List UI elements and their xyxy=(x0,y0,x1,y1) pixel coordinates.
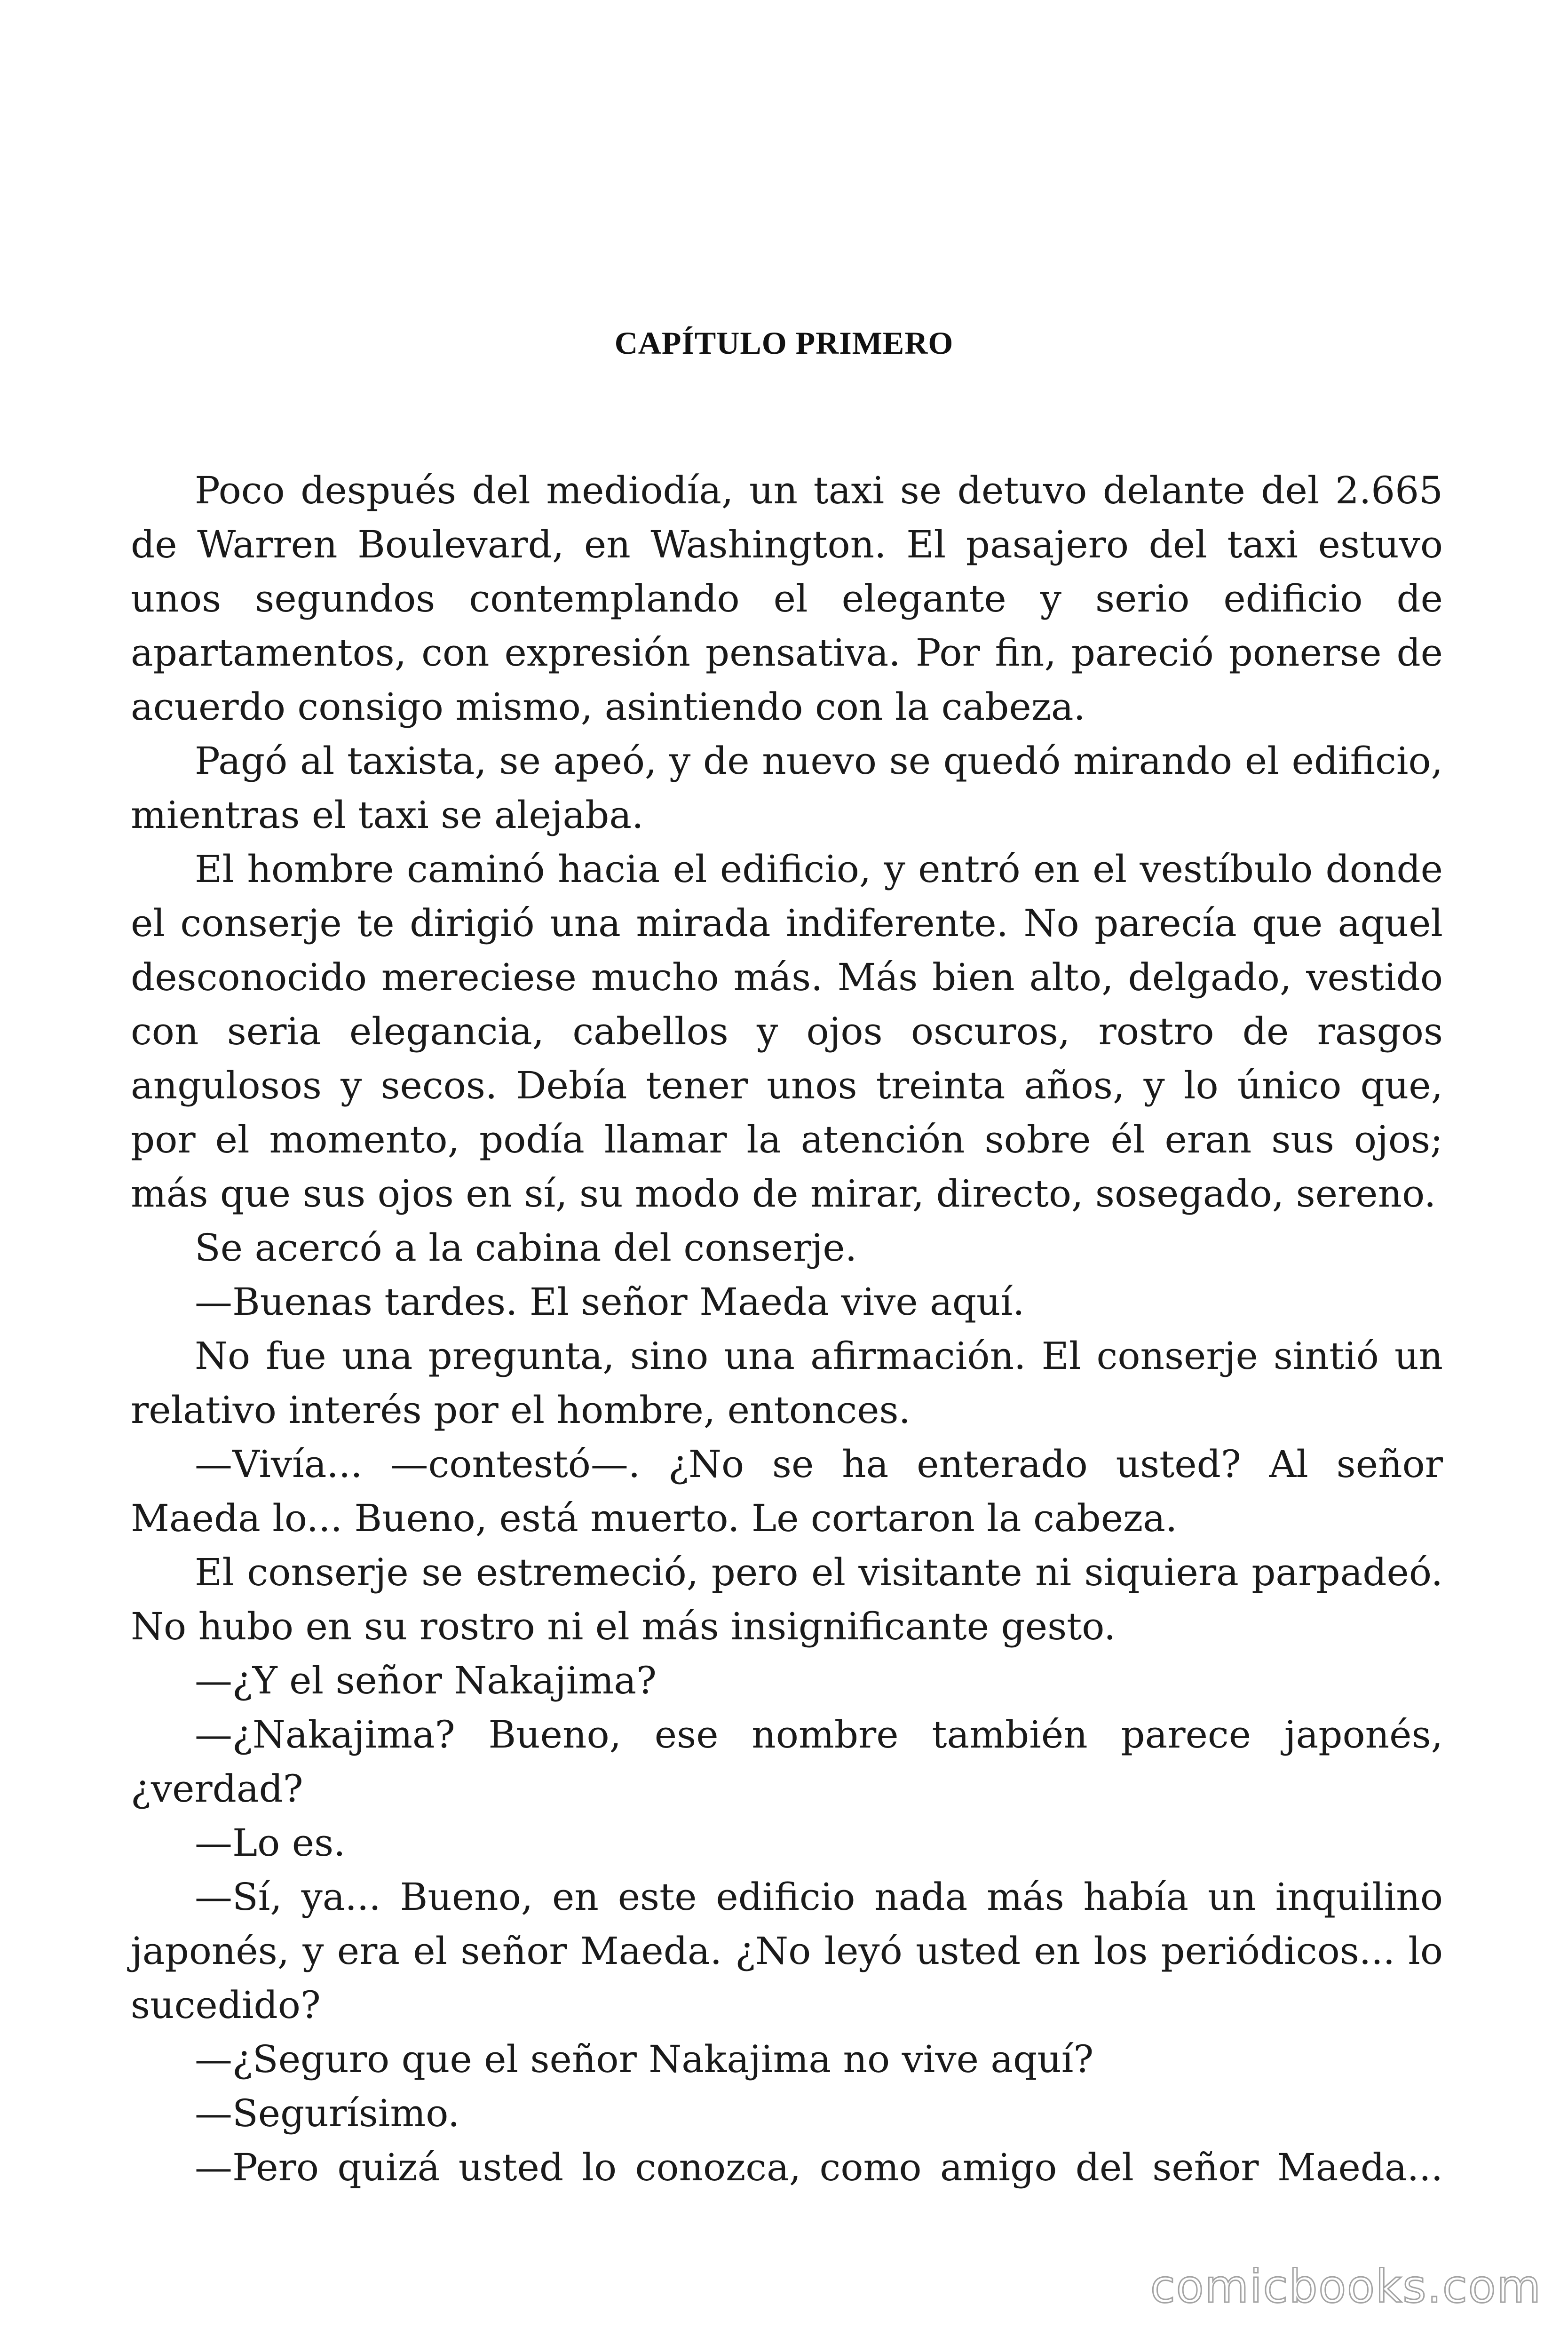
paragraph: Pagó al taxista, se apeó, y de nuevo se quedó mirando el edificio, mientras el taxi se alejaba. xyxy=(131,739,1443,837)
paragraph: —¿Seguro que el señor Nakajima no vive aquí? xyxy=(195,2037,1094,2081)
body-text xyxy=(131,463,1443,2194)
paragraph: —Pero quizá usted lo conozca, como amigo del señor Maeda... xyxy=(195,2145,1443,2189)
paragraph: —¿Nakajima? Bueno, ese nombre también parece japonés, ¿verdad? xyxy=(131,1713,1443,1811)
paragraph: Se acercó a la cabina del conserje. xyxy=(195,1226,857,1270)
paragraph: —Sí, ya... Bueno, en este edificio nada más había un inquilino japonés, y era el señor Maeda. ¿No leyó usted en los periódicos... lo sucedido? xyxy=(131,1875,1443,2027)
paragraph: —Segurísimo. xyxy=(195,2091,460,2135)
watermark: comicbooks.com xyxy=(1150,2260,1542,2313)
paragraph: —¿Y el señor Nakajima? xyxy=(195,1659,657,1702)
paragraph: El hombre caminó hacia el edificio, y entró en el vestíbulo donde el conserje te dirigió una mirada indiferente. No parecía que aquel desconocido mereciese mucho más. Más bien alto, delgado, vestido con seria elegancia, cabellos y ojos oscuros, rostro de rasgos angulosos y secos. Debía tener unos treinta años, y lo único que, por el momento, podía llamar la atención sobre él eran sus ojos; más que sus ojos en sí, su modo de mirar, directo, sosegado, sereno. xyxy=(131,847,1443,1216)
chapter-title: CAPÍTULO PRIMERO xyxy=(614,325,954,361)
paragraph: —Vivía... —contestó—. ¿No se ha enterado usted? Al señor Maeda lo... Bueno, está muerto. Le cortaron la cabeza. xyxy=(131,1442,1443,1540)
paragraph: No fue una pregunta, sino una afirmación. El conserje sintió un relativo interés por el hombre, entonces. xyxy=(131,1334,1443,1432)
paragraph: —Buenas tardes. El señor Maeda vive aquí. xyxy=(195,1280,1025,1324)
paragraph: —Lo es. xyxy=(195,1821,346,1865)
paragraph: El conserje se estremeció, pero el visitante ni siquiera parpadeó. No hubo en su rostro ni el más insignificante gesto. xyxy=(131,1550,1443,1648)
paragraph: Poco después del mediodía, un taxi se detuvo delante del 2.665 de Warren Boulevard, en Washington. El pasajero del taxi estuvo unos segundos contemplando el elegante y serio edificio de apartamentos, con expresión pensativa. Por fin, pareció ponerse de acuerdo consigo mismo, asintiendo con la cabeza. xyxy=(131,469,1443,729)
